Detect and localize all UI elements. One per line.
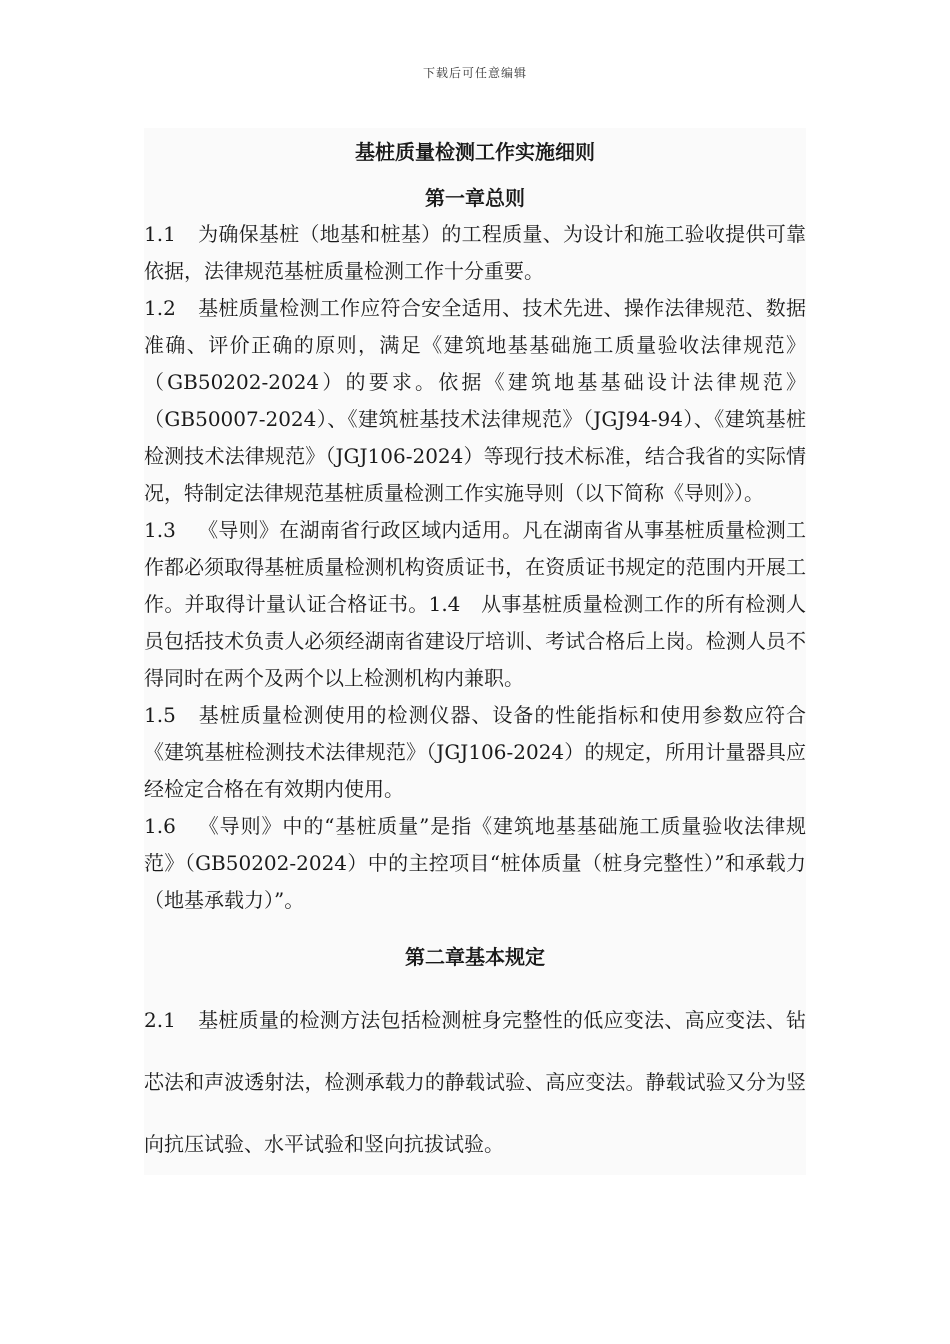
header-note: 下载后可任意编辑 (422, 66, 527, 80)
document-title: 基桩质量检测工作实施细则 (355, 140, 595, 164)
clause-text: 基桩质量的检测方法包括检测桩身完整性的低应变法、高应变法、钻芯法和声波透射法，检测承载力的静载试验、高应变法。静载试验又分为竖向抗压试验、水平试验和竖向抗拔试验。 (144, 1008, 806, 1156)
clause-1-1 (144, 216, 806, 290)
clause-number: 1.5 (144, 703, 176, 727)
clause-text: 《导则》中的“基桩质量”是指《建筑地基基础施工质量验收法律规范》（GB50202-2024）中的主控项目“桩体质量（桩身完整性）”和承载力（地基承载力）”。 (144, 814, 806, 912)
clause-1-3 (144, 512, 806, 697)
clause-number: 1.6 (144, 814, 176, 838)
clause-text: 为确保基桩（地基和桩基）的工程质量、为设计和施工验收提供可靠依据，法律规范基桩质量检测工作十分重要。 (144, 222, 806, 283)
clause-number: 1.2 (144, 296, 176, 320)
clause-1-6 (144, 808, 806, 919)
clause-number: 2.1 (144, 1008, 176, 1032)
chapter-1-title: 第一章总则 (425, 186, 525, 210)
document-body (144, 128, 806, 1175)
clause-number: 1.1 (144, 222, 176, 246)
clause-text: 《导则》在湖南省行政区域内适用。凡在湖南省从事基桩质量检测工作都必须取得基桩质量检测机构资质证书，在资质证书规定的范围内开展工作。并取得计量认证合格证书。1.4 从事基桩质量检测工作的所有检测人员包括技术负责人必须经湖南省建设厅培训、考试合格后上岗。检测人员不得同时在两个及两个以上检测机构内兼职。 (144, 518, 806, 690)
clause-2-1 (144, 989, 806, 1175)
chapter-2-title: 第二章基本规定 (405, 945, 545, 969)
clause-text: 基桩质量检测工作应符合安全适用、技术先进、操作法律规范、数据准确、评价正确的原则，满足《建筑地基基础施工质量验收法律规范》（GB50202-2024）的要求。依据《建筑地基基础设计法律规范》（GB50007-2024）、《建筑桩基技术法律规范》（JGJ94-94）、《建筑基桩检测技术法律规范》（JGJ106-2024）等现行技术标准，结合我省的实际情况，特制定法律规范基桩质量检测工作实施导则（以下简称《导则》）。 (144, 296, 806, 505)
clause-number: 1.3 (144, 518, 176, 542)
clause-1-5 (144, 697, 806, 808)
clause-1-2 (144, 290, 806, 512)
clause-text: 基桩质量检测使用的检测仪器、设备的性能指标和使用参数应符合《建筑基桩检测技术法律规范》（JGJ106-2024）的规定，所用计量器具应经检定合格在有效期内使用。 (144, 703, 806, 801)
